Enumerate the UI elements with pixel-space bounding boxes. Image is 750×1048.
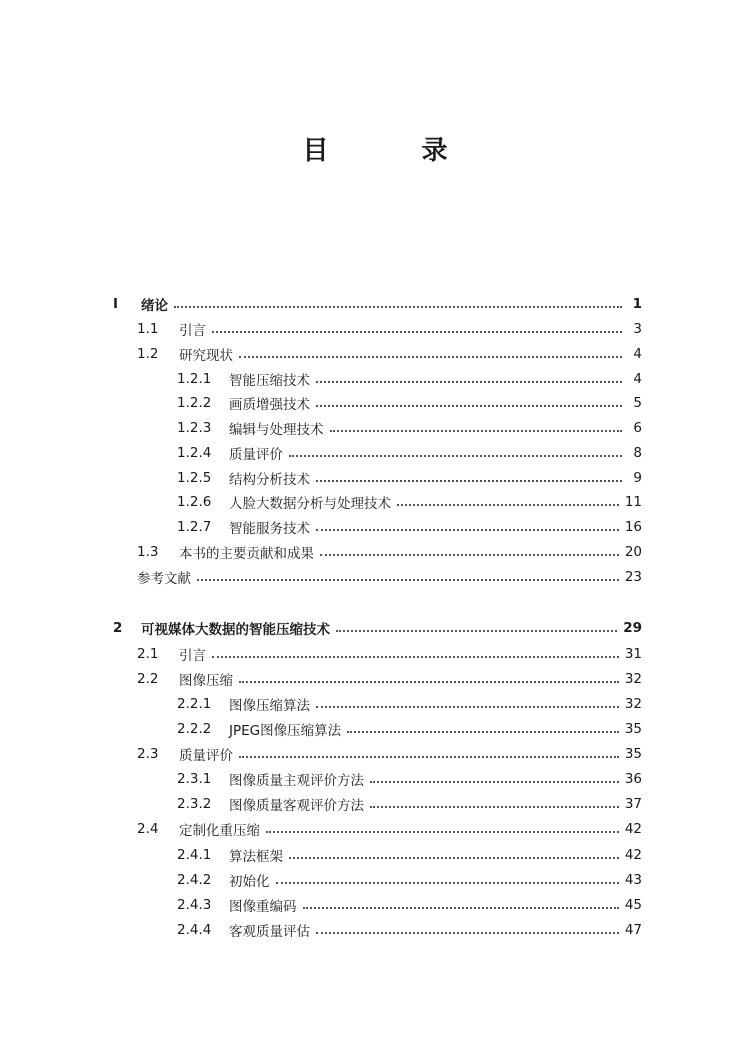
toc-entry-number: 2 xyxy=(113,619,123,636)
toc-entry-number: 2.4.3 xyxy=(177,896,212,913)
toc-entry xyxy=(177,366,642,391)
toc-entry-page-number: 4 xyxy=(633,370,642,387)
toc-entry-page-number: 35 xyxy=(624,720,642,737)
toc-entry-title: 绪论 xyxy=(141,297,168,314)
toc-entry-page-number: 11 xyxy=(624,493,642,510)
toc-entry-number: 1.2.7 xyxy=(177,518,212,535)
toc-entry-number: 2.4 xyxy=(137,820,159,837)
toc-entry-number: 1.2.2 xyxy=(177,394,212,411)
toc-entry-title: 智能服务技术 xyxy=(229,520,310,537)
toc-entry xyxy=(137,316,642,341)
dot-leader xyxy=(212,331,622,333)
toc-entry xyxy=(177,390,642,415)
toc-entry-page-number: 35 xyxy=(624,745,642,762)
toc-entry xyxy=(177,691,642,716)
toc-entry xyxy=(177,892,642,917)
dot-leader xyxy=(316,480,622,482)
toc-entry-title: 编辑与处理技术 xyxy=(229,421,324,438)
toc-entry-title: 客观质量评估 xyxy=(229,923,310,940)
toc-entry xyxy=(113,291,642,316)
toc-entry-title: 画质增强技术 xyxy=(229,396,310,413)
toc-entry-page-number: 5 xyxy=(633,394,642,411)
toc-entry xyxy=(177,440,642,465)
toc-entry-page-number: 29 xyxy=(623,619,642,636)
toc-entry-page-number: 23 xyxy=(624,568,642,585)
toc-entry xyxy=(137,539,642,564)
toc-entry xyxy=(177,716,642,741)
toc-entry-title: 结构分析技术 xyxy=(229,471,310,488)
dot-leader xyxy=(174,306,622,308)
toc-entry-number: 2.4.4 xyxy=(177,921,212,938)
toc-entry-number: I xyxy=(113,295,119,312)
toc-entry-title: 图像压缩 xyxy=(179,672,233,689)
dot-leader xyxy=(197,579,619,581)
toc-entry xyxy=(137,341,642,366)
toc-entry-number: 1.2.1 xyxy=(177,370,212,387)
toc-entry xyxy=(177,791,642,816)
toc-entry-page-number: 42 xyxy=(624,820,642,837)
toc-entry-title: 图像重编码 xyxy=(229,898,297,915)
dot-leader xyxy=(316,381,622,383)
dot-leader xyxy=(239,756,619,758)
toc-entry-number: 1.2.3 xyxy=(177,419,212,436)
toc-entry-title: 图像质量客观评价方法 xyxy=(229,797,364,814)
dot-leader xyxy=(289,455,622,457)
toc-entry-title: 质量评价 xyxy=(229,446,283,463)
dot-leader xyxy=(316,405,622,407)
dot-leader xyxy=(347,731,619,733)
toc-entry-page-number: 45 xyxy=(624,896,642,913)
toc-entry xyxy=(177,766,642,791)
toc-entry-page-number: 3 xyxy=(633,320,642,337)
toc-entry-page-number: 4 xyxy=(633,345,642,362)
toc-entry xyxy=(137,666,642,691)
page-title: 目 录 xyxy=(302,136,490,166)
toc-entry-title: 可视媒体大数据的智能压缩技术 xyxy=(141,621,330,638)
toc-entry-number: 2.4.1 xyxy=(177,846,212,863)
toc-entry-title: 定制化重压缩 xyxy=(179,822,260,839)
toc-entry-page-number: 37 xyxy=(624,795,642,812)
toc-entry-page-number: 6 xyxy=(633,419,642,436)
toc-entry-number: 2.2.1 xyxy=(177,695,212,712)
toc-entry xyxy=(177,917,642,942)
toc-entry xyxy=(137,641,642,666)
toc-entry-title: 引言 xyxy=(179,322,206,339)
toc-entry xyxy=(137,816,642,841)
toc-entry-page-number: 16 xyxy=(624,518,642,535)
dot-leader xyxy=(316,529,619,531)
toc-entry-page-number: 1 xyxy=(632,295,642,312)
dot-leader xyxy=(276,882,619,884)
toc-entry-page-number: 43 xyxy=(624,871,642,888)
toc-entry-number: 1.3 xyxy=(137,543,159,560)
toc-entry-title: 图像质量主观评价方法 xyxy=(229,772,364,789)
toc-entry-number: 2.1 xyxy=(137,645,159,662)
toc-entry xyxy=(177,465,642,490)
toc-entry xyxy=(177,514,642,539)
toc-entry-title: 本书的主要贡献和成果 xyxy=(179,545,314,562)
dot-leader xyxy=(212,656,619,658)
toc-entry-number: 2.4.2 xyxy=(177,871,212,888)
toc-entry-page-number: 32 xyxy=(624,670,642,687)
toc-entry-number: 2.2.2 xyxy=(177,720,212,737)
dot-leader xyxy=(289,857,619,859)
toc-entry-title: 算法框架 xyxy=(229,848,283,865)
toc-entry-page-number: 47 xyxy=(624,921,642,938)
dot-leader xyxy=(330,430,623,432)
toc-entry-page-number: 20 xyxy=(624,543,642,560)
toc-entry-page-number: 31 xyxy=(624,645,642,662)
toc-entry-number: 1.2.5 xyxy=(177,469,212,486)
dot-leader xyxy=(316,706,619,708)
toc-entry-title: 引言 xyxy=(179,647,206,664)
toc-entry-title: 智能压缩技术 xyxy=(229,372,310,389)
toc-entry-title: 初始化 xyxy=(229,873,270,890)
toc-entry xyxy=(137,741,642,766)
toc-entry xyxy=(177,489,642,514)
toc-entry-page-number: 8 xyxy=(633,444,642,461)
toc-entry-title: 质量评价 xyxy=(179,747,233,764)
toc-entry-number: 1.2 xyxy=(137,345,159,362)
toc-entry xyxy=(113,615,642,640)
dot-leader xyxy=(303,907,619,909)
toc-entry-title: 人脸大数据分析与处理技术 xyxy=(229,495,391,512)
toc-entry-page-number: 36 xyxy=(624,770,642,787)
toc-entry-number: 2.3 xyxy=(137,745,159,762)
toc-entry-page-number: 32 xyxy=(624,695,642,712)
toc-entry-number: 2.2 xyxy=(137,670,159,687)
dot-leader xyxy=(239,356,622,358)
toc-entry-title: JPEG图像压缩算法 xyxy=(229,722,342,739)
toc-entry-number: 2.3.2 xyxy=(177,795,212,812)
dot-leader xyxy=(320,554,619,556)
toc-entry xyxy=(177,842,642,867)
dot-leader xyxy=(266,831,619,833)
toc-entry-title: 研究现状 xyxy=(179,347,233,364)
toc-entry xyxy=(177,415,642,440)
dot-leader xyxy=(316,932,619,934)
dot-leader xyxy=(336,630,617,632)
toc-entry xyxy=(177,867,642,892)
toc-entry-page-number: 9 xyxy=(633,469,642,486)
toc-entry-number: 1.2.6 xyxy=(177,493,212,510)
dot-leader xyxy=(239,681,619,683)
toc-entry-page-number: 42 xyxy=(624,846,642,863)
toc-entry-title: 图像压缩算法 xyxy=(229,697,310,714)
toc-entry-title: 参考文献 xyxy=(137,570,191,587)
dot-leader xyxy=(370,806,619,808)
toc-entry-number: 1.2.4 xyxy=(177,444,212,461)
toc-entry-number: 1.1 xyxy=(137,320,159,337)
dot-leader xyxy=(370,781,619,783)
toc-entry-number: 2.3.1 xyxy=(177,770,212,787)
dot-leader xyxy=(397,504,619,506)
toc-entry xyxy=(137,564,642,589)
